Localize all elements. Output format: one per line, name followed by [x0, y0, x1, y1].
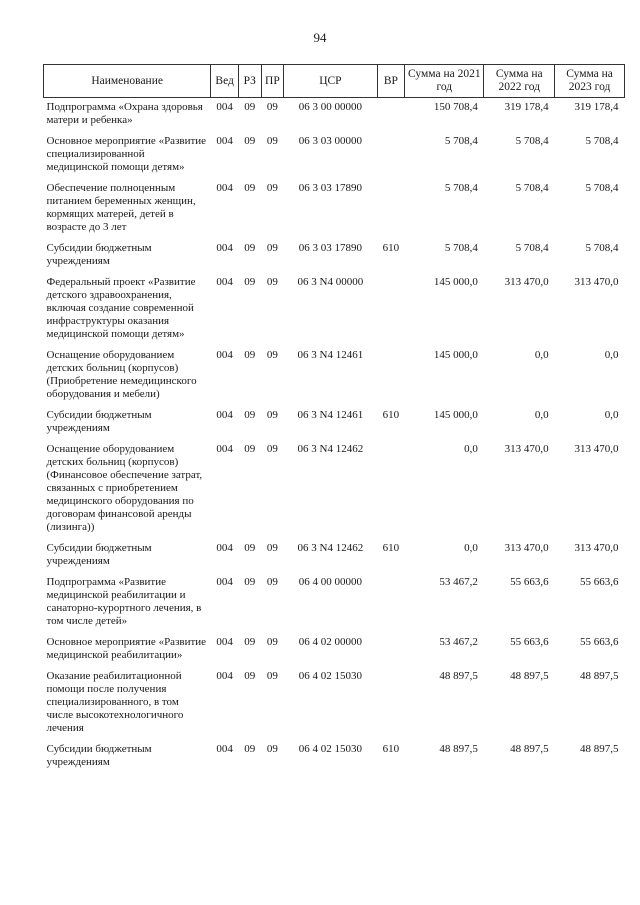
row-sum-2021: 48 897,5 [439, 743, 478, 755]
row-sum-2022: 55 663,6 [510, 576, 549, 588]
row-csr: 06 4 02 00000 [298, 636, 362, 648]
row-pr: 09 [266, 542, 278, 554]
row-sum-2021: 0,0 [464, 542, 478, 554]
row-name: Основное мероприятие «Развитие медицинской реабилитации» [46, 636, 207, 661]
row-vr: 610 [382, 409, 400, 421]
row-rz: 09 [244, 135, 256, 147]
row-sum-2022: 313 470,0 [504, 276, 549, 288]
row-ved: 004 [216, 242, 233, 254]
row-sum-2023: 0,0 [604, 409, 619, 421]
row-sum-2023: 313 470,0 [574, 276, 619, 288]
row-rz: 09 [244, 542, 256, 554]
table-row [44, 667, 625, 740]
page-number: 94 [313, 30, 327, 45]
row-ved: 004 [216, 443, 233, 455]
row-ved: 004 [216, 182, 233, 194]
table-row [44, 633, 625, 667]
row-ved: 004 [216, 670, 233, 682]
row-sum-2021: 145 000,0 [433, 409, 478, 421]
row-ved: 004 [216, 576, 233, 588]
row-rz: 09 [244, 242, 256, 254]
row-rz: 09 [244, 670, 256, 682]
row-csr: 06 3 N4 12461 [297, 349, 364, 361]
row-sum-2022: 5 708,4 [515, 182, 549, 194]
row-ved: 004 [216, 743, 233, 755]
table-row [44, 273, 625, 346]
row-pr: 09 [266, 349, 278, 361]
row-rz: 09 [244, 276, 256, 288]
table-row [44, 440, 625, 539]
row-name: Оснащение оборудованием детских больниц (корпусов) (Приобретение немедицинского оборудования и мебели) [46, 349, 197, 400]
row-name: Субсидии бюджетным учреждениям [46, 743, 152, 768]
row-name: Основное мероприятие «Развитие специализированной медицинской помощи детям» [46, 135, 207, 173]
row-csr: 06 3 N4 00000 [297, 276, 364, 288]
row-csr: 06 3 N4 12462 [297, 542, 364, 554]
table-body [44, 98, 625, 775]
row-csr: 06 3 N4 12462 [297, 443, 364, 455]
table-row [44, 132, 625, 179]
row-sum-2023: 5 708,4 [585, 242, 619, 254]
header-ved: Вед [211, 65, 239, 98]
header-vr: ВР [377, 65, 405, 98]
row-name: Субсидии бюджетным учреждениям [46, 542, 152, 567]
table-row [44, 740, 625, 774]
row-sum-2023: 48 897,5 [580, 743, 619, 755]
row-sum-2022: 0,0 [534, 409, 549, 421]
row-sum-2023: 55 663,6 [580, 636, 619, 648]
row-pr: 09 [266, 670, 278, 682]
row-sum-2022: 55 663,6 [510, 636, 549, 648]
row-rz: 09 [244, 182, 256, 194]
row-sum-2022: 48 897,5 [510, 670, 549, 682]
row-rz: 09 [244, 576, 256, 588]
row-sum-2021: 145 000,0 [433, 276, 478, 288]
row-vr: 610 [382, 242, 400, 254]
budget-table [43, 64, 625, 774]
row-sum-2023: 55 663,6 [580, 576, 619, 588]
row-sum-2023: 5 708,4 [585, 135, 619, 147]
row-vr [377, 633, 405, 667]
table-row [44, 406, 625, 440]
table-row [44, 239, 625, 273]
header-sum-2022: Сумма на 2022 год [484, 65, 555, 98]
row-sum-2022: 313 470,0 [504, 542, 549, 554]
row-rz: 09 [244, 743, 256, 755]
table-row [44, 179, 625, 239]
table-row [44, 346, 625, 406]
row-rz: 09 [244, 101, 256, 113]
row-csr: 06 3 03 00000 [298, 135, 362, 147]
row-pr: 09 [266, 135, 278, 147]
row-csr: 06 4 02 15030 [298, 743, 362, 755]
row-sum-2023: 319 178,4 [574, 101, 619, 113]
row-csr: 06 3 03 17890 [298, 242, 362, 254]
header-rz: РЗ [239, 65, 262, 98]
header-name: Наименование [44, 65, 211, 98]
row-ved: 004 [216, 636, 233, 648]
row-ved: 004 [216, 101, 233, 113]
row-pr: 09 [266, 636, 278, 648]
row-sum-2021: 5 708,4 [444, 242, 478, 254]
row-rz: 09 [244, 409, 256, 421]
header-sum-2021: Сумма на 2021 год [405, 65, 484, 98]
row-name: Подпрограмма «Развитие медицинской реабилитации и санаторно-курортного лечения, в том числе детей» [46, 576, 202, 627]
table-row [44, 573, 625, 633]
header-pr: ПР [261, 65, 284, 98]
row-sum-2022: 5 708,4 [515, 135, 549, 147]
row-name: Субсидии бюджетным учреждениям [46, 242, 152, 267]
row-pr: 09 [266, 276, 278, 288]
row-name: Федеральный проект «Развитие детского здравоохранения, включая создание современной инфраструктуры оказания медицинской помощи детям» [46, 276, 196, 340]
row-vr [377, 440, 405, 539]
row-ved: 004 [216, 409, 233, 421]
row-sum-2021: 150 708,4 [433, 101, 478, 113]
row-name: Субсидии бюджетным учреждениям [46, 409, 152, 434]
row-sum-2021: 5 708,4 [444, 135, 478, 147]
row-rz: 09 [244, 636, 256, 648]
row-ved: 004 [216, 542, 233, 554]
row-vr: 610 [382, 542, 400, 554]
row-sum-2022: 313 470,0 [504, 443, 549, 455]
row-vr [377, 179, 405, 239]
row-csr: 06 3 03 17890 [298, 182, 362, 194]
row-vr [377, 346, 405, 406]
row-csr: 06 4 02 15030 [298, 670, 362, 682]
row-sum-2022: 319 178,4 [504, 101, 549, 113]
row-pr: 09 [266, 409, 278, 421]
row-pr: 09 [266, 242, 278, 254]
row-sum-2021: 53 467,2 [439, 576, 478, 588]
row-vr [377, 273, 405, 346]
row-csr: 06 3 N4 12461 [297, 409, 364, 421]
row-rz: 09 [244, 349, 256, 361]
row-csr: 06 4 00 00000 [298, 576, 362, 588]
row-sum-2023: 5 708,4 [585, 182, 619, 194]
row-ved: 004 [216, 135, 233, 147]
row-sum-2023: 0,0 [604, 349, 619, 361]
row-vr [377, 573, 405, 633]
row-name: Оснащение оборудованием детских больниц (корпусов) (Финансовое обеспечение затрат, связанных с приобретением медицинского оборудования по договорам финансовой аренды (лизинга)) [46, 443, 203, 533]
row-sum-2021: 53 467,2 [439, 636, 478, 648]
row-pr: 09 [266, 182, 278, 194]
row-ved: 004 [216, 276, 233, 288]
row-vr [377, 98, 405, 133]
row-name: Оказание реабилитационной помощи после получения специализированного, в том числе высокотехнологичного лечения [46, 670, 184, 734]
row-vr: 610 [382, 743, 400, 755]
row-sum-2022: 48 897,5 [510, 743, 549, 755]
row-ved: 004 [216, 349, 233, 361]
row-sum-2022: 0,0 [534, 349, 549, 361]
table-row [44, 539, 625, 573]
row-sum-2023: 313 470,0 [574, 542, 619, 554]
row-sum-2021: 145 000,0 [433, 349, 478, 361]
row-sum-2021: 5 708,4 [444, 182, 478, 194]
table-row [44, 98, 625, 133]
row-sum-2023: 48 897,5 [580, 670, 619, 682]
row-vr [377, 667, 405, 740]
row-pr: 09 [266, 743, 278, 755]
row-vr [377, 132, 405, 179]
row-pr: 09 [266, 443, 278, 455]
row-sum-2021: 0,0 [464, 443, 478, 455]
row-rz: 09 [244, 443, 256, 455]
row-sum-2021: 48 897,5 [439, 670, 478, 682]
row-pr: 09 [266, 101, 278, 113]
row-name: Подпрограмма «Охрана здоровья матери и ребенка» [46, 101, 203, 126]
table-header [44, 65, 625, 98]
header-csr: ЦСР [284, 65, 377, 98]
row-name: Обеспечение полноценным питанием беременных женщин, кормящих матерей, детей в возрасте до 3 лет [46, 182, 196, 233]
row-sum-2022: 5 708,4 [515, 242, 549, 254]
row-sum-2023: 313 470,0 [574, 443, 619, 455]
row-csr: 06 3 00 00000 [298, 101, 362, 113]
header-sum-2023: Сумма на 2023 год [555, 65, 625, 98]
row-pr: 09 [266, 576, 278, 588]
